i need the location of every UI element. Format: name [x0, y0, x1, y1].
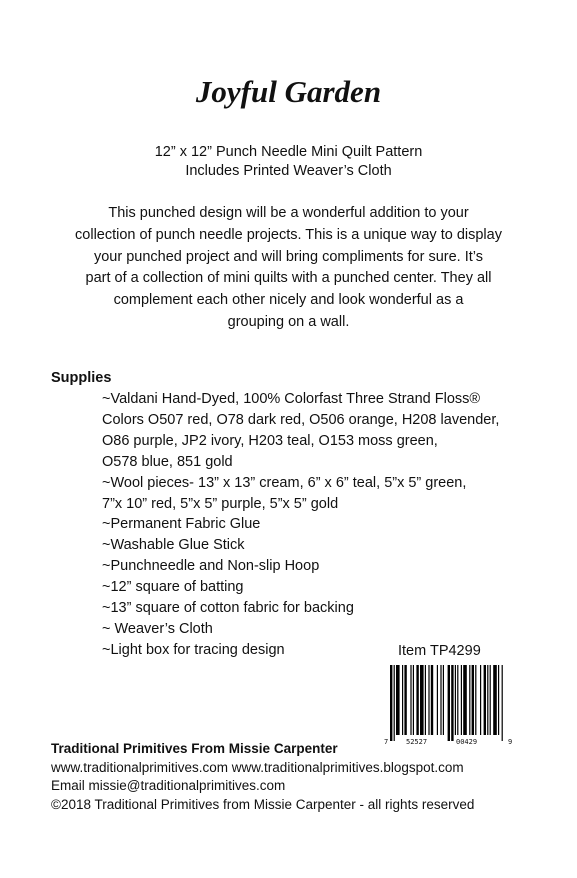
supply-line: Colors O507 red, O78 dark red, O506 orange, H208 lavender,	[102, 411, 500, 428]
supplies-heading: Supplies	[51, 370, 112, 386]
barcode-bar	[428, 665, 429, 735]
barcode-bar	[437, 665, 438, 735]
company-name: Traditional Primitives From Missie Carpenter	[51, 741, 338, 756]
barcode-bar	[451, 665, 453, 741]
supply-line: 7”x 10” red, 5”x 5” purple, 5”x 5” gold	[102, 495, 339, 512]
subtitle-line: 12” x 12” Punch Needle Mini Quilt Pattern	[154, 144, 423, 160]
barcode-bar	[461, 665, 462, 735]
barcode-bar	[487, 665, 488, 735]
barcode-bar	[493, 665, 497, 735]
supply-line: O86 purple, JP2 ivory, H203 teal, O153 moss green,	[102, 432, 438, 449]
barcode-digit-group: 9	[508, 738, 513, 746]
copyright: ©2018 Traditional Primitives from Missie Carpenter - all rights reserved	[51, 796, 475, 812]
supply-line: ~ Weaver’s Cloth	[102, 620, 213, 637]
barcode-bar	[443, 665, 444, 735]
barcode-bar	[472, 665, 474, 735]
barcode-bars	[384, 665, 520, 747]
supply-line: ~12” square of batting	[102, 579, 244, 596]
supply-line: ~Washable Glue Stick	[102, 537, 245, 554]
barcode-bar	[448, 665, 450, 741]
barcode-digit-group: 00429	[456, 738, 478, 746]
supply-line: O578 blue, 851 gold	[102, 453, 233, 470]
description-line: your punched project and will bring compliments for sure. It’s	[93, 248, 483, 265]
barcode-digit-group: 7	[384, 738, 389, 746]
barcode-bar	[475, 665, 476, 735]
barcode-bar	[498, 665, 499, 735]
barcode-icon	[384, 665, 520, 747]
supply-line: ~Light box for tracing design	[102, 641, 285, 658]
description-line: grouping on a wall.	[227, 313, 350, 330]
description-line: complement each other nicely and look wonderful as a	[113, 292, 464, 309]
barcode-bar	[416, 665, 418, 735]
barcode-bar	[396, 665, 400, 735]
barcode-bar	[425, 665, 426, 735]
supply-line: ~Valdani Hand-Dyed, 100% Colorfast Three Strand Floss®	[102, 391, 481, 407]
barcode-bar	[457, 665, 458, 735]
description-line: This punched design will be a wonderful addition to your	[108, 205, 469, 221]
barcode-bar	[431, 665, 433, 735]
description-line: collection of punch needle projects. This is a unique way to display	[75, 226, 502, 243]
barcode-bar	[402, 665, 403, 735]
barcode-bar	[455, 665, 456, 735]
subtitle-line: Includes Printed Weaver’s Cloth	[185, 163, 392, 179]
page-title: Joyful Garden	[195, 74, 382, 109]
supply-line: ~Permanent Fabric Glue	[102, 516, 261, 533]
barcode-bar	[394, 665, 395, 741]
supplies-list	[102, 389, 499, 661]
barcode-bar	[440, 665, 441, 735]
barcode-bar	[480, 665, 481, 735]
supply-line: ~13” square of cotton fabric for backing	[102, 600, 354, 617]
barcode-digit-group: 52527	[406, 738, 428, 746]
item-number: Item TP4299	[398, 643, 481, 659]
barcode-bar	[410, 665, 411, 735]
supply-line: ~Punchneedle and Non-slip Hoop	[102, 558, 320, 575]
description	[30, 203, 547, 334]
barcode-bar	[490, 665, 491, 735]
barcode-bar	[469, 665, 470, 735]
websites[interactable]: www.traditionalprimitives.com www.traditionalprimitives.blogspot.com	[51, 759, 464, 775]
barcode-bar	[404, 665, 406, 735]
barcode-bar	[484, 665, 486, 735]
email[interactable]: Email missie@traditionalprimitives.com	[51, 778, 286, 793]
footer	[51, 740, 474, 814]
supply-line: ~Wool pieces- 13” x 13” cream, 6” x 6” teal, 5”x 5” green,	[102, 474, 467, 491]
barcode-bar	[390, 665, 392, 741]
barcode-bar	[463, 665, 467, 735]
barcode-bar	[420, 665, 424, 735]
description-line: part of a collection of mini quilts with a punched center. They all	[85, 270, 492, 287]
barcode-bar	[502, 665, 503, 741]
barcode-bar	[413, 665, 414, 735]
